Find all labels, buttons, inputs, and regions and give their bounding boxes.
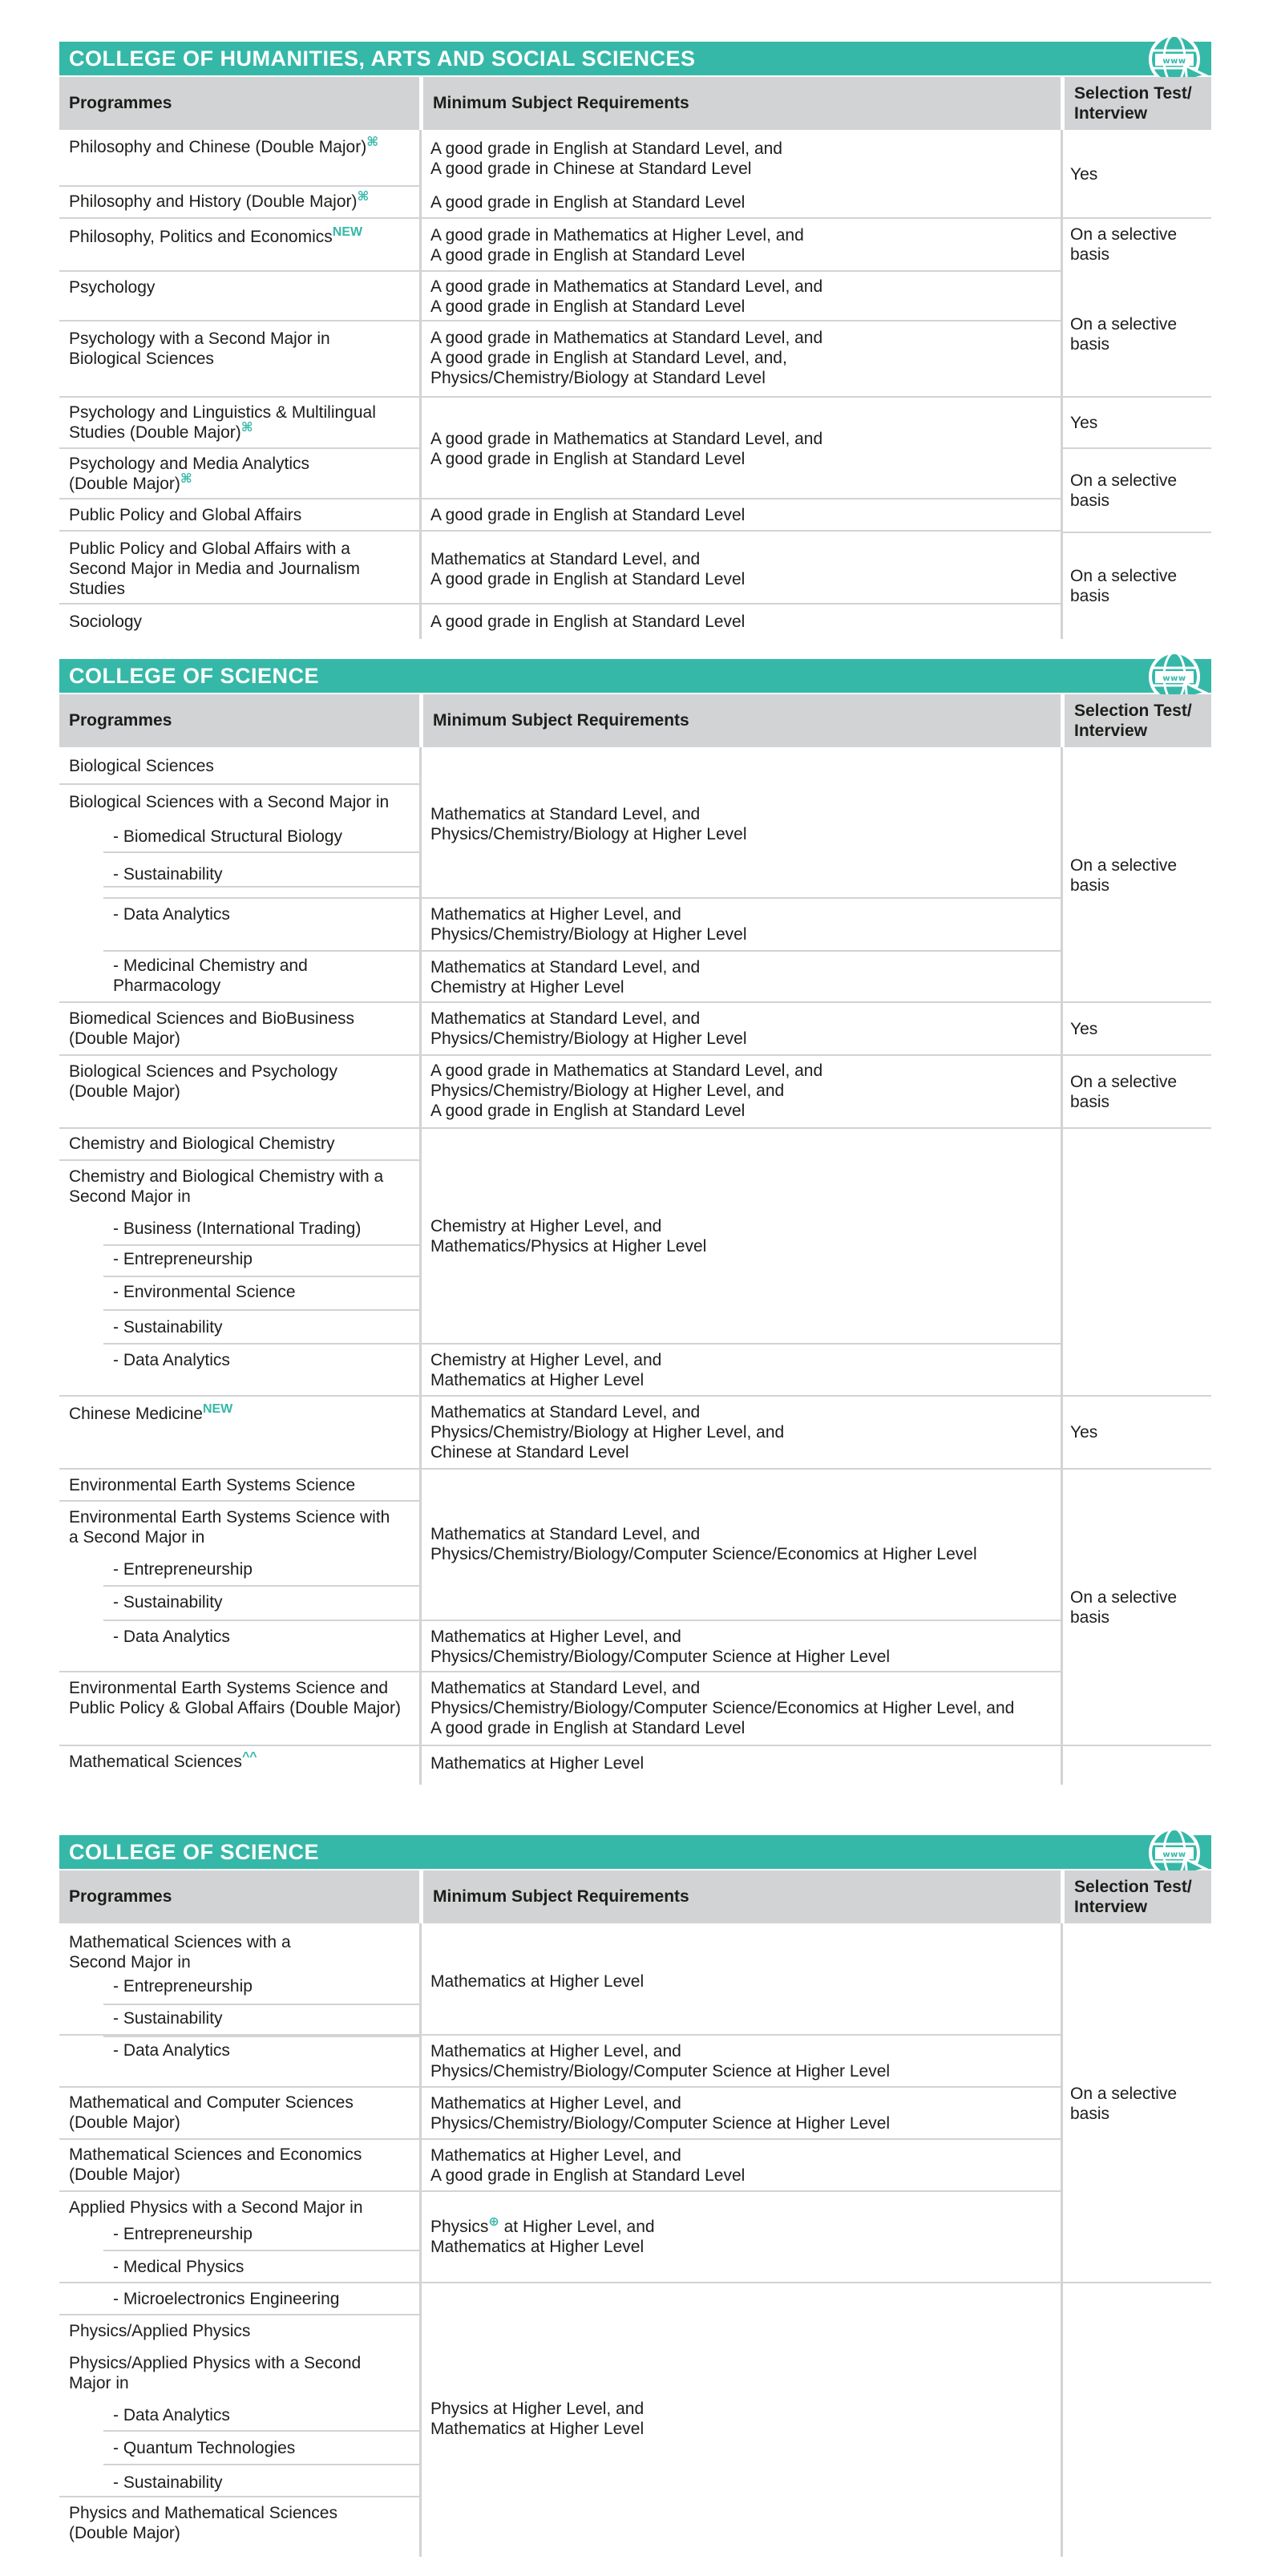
programme-sub-item: - Medical Physics bbox=[103, 2257, 421, 2277]
programme-row: Biological Sciences and Psychology (Double Major) bbox=[69, 1062, 338, 1101]
section-banner bbox=[59, 659, 1211, 693]
requirement-cell: Mathematics at Higher Level bbox=[430, 1972, 645, 1991]
requirement-cell: Mathematics at Standard Level, and Physics/Chemistry/Biology/Computer Science/Economics at Higher Level bbox=[430, 1525, 977, 1563]
selection-cell: On a selective basis bbox=[1070, 855, 1178, 895]
header-programmes: Programmes bbox=[59, 1870, 419, 1923]
requirement-cell: A good grade in Mathematics at Standard Level, and A good grade in English at Standard Level bbox=[430, 430, 823, 468]
header-programmes: Programmes bbox=[59, 694, 419, 747]
programme-row: Applied Physics with a Second Major in bbox=[69, 2198, 363, 2217]
section-banner bbox=[59, 1835, 1211, 1869]
programme-row: Chemistry and Biological Chemistry bbox=[69, 1134, 335, 1153]
programme-row: Psychology with a Second Major in Biological Sciences bbox=[69, 330, 330, 368]
section-title: COLLEGE OF SCIENCE bbox=[69, 1840, 320, 1864]
requirement-cell: A good grade in Mathematics at Standard Level, and A good grade in English at Standard Level, and, Physics/Chemistry/Biology at Standard Level bbox=[430, 329, 823, 387]
requirement-cell: A good grade in Mathematics at Standard Level, and Physics/Chemistry/Biology at Higher Level, and A good grade in English at Standard Level bbox=[430, 1062, 823, 1120]
programme-sub-item: - Data Analytics bbox=[103, 1350, 421, 1370]
requirement-cell: Mathematics at Standard Level, and Physics/Chemistry/Biology/Computer Science/Economics at Higher Level, and A good grade in English at Standard Level bbox=[430, 1679, 1015, 1737]
programme-row: Physics/Applied Physics bbox=[69, 2322, 251, 2340]
programme-row: Public Policy and Global Affairs with a Second Major in Media and Journalism Studies bbox=[69, 540, 361, 598]
programme-row: Public Policy and Global Affairs bbox=[69, 506, 302, 524]
programme-sub-item: - Entrepreneurship bbox=[103, 1976, 421, 1996]
header-selection: Selection Test/ Interview bbox=[1065, 694, 1211, 747]
selection-cell: Yes bbox=[1070, 1423, 1098, 1442]
programme-sub-item: - Entrepreneurship bbox=[103, 1249, 421, 1269]
header-programmes: Programmes bbox=[59, 77, 419, 130]
selection-cell: On a selective basis bbox=[1070, 567, 1178, 605]
programme-sub-item: - Sustainability bbox=[103, 2008, 421, 2028]
programme-sub-item: - Data Analytics bbox=[103, 1627, 421, 1647]
selection-cell: On a selective basis bbox=[1070, 471, 1178, 510]
svg-text:www: www bbox=[1162, 57, 1186, 66]
programme-sub-item: - Data Analytics bbox=[103, 2040, 421, 2060]
college-section-science bbox=[59, 659, 1211, 1785]
requirement-cell: A good grade in English at Standard Level, and A good grade in Chinese at Standard Level bbox=[430, 140, 782, 178]
requirement-cell: A good grade in English at Standard Level bbox=[430, 613, 746, 631]
programme-row: Physics and Mathematical Sciences (Double Major) bbox=[69, 2504, 337, 2542]
selection-cell: On a selective basis bbox=[1070, 225, 1178, 264]
programme-sub-item: - Medicinal Chemistry and Pharmacology bbox=[103, 956, 421, 996]
programme-sub-item: - Quantum Technologies bbox=[103, 2438, 421, 2458]
selection-cell: Yes bbox=[1070, 165, 1098, 184]
programme-row: Environmental Earth Systems Science with a Second Major in bbox=[69, 1508, 390, 1547]
requirement-cell: A good grade in Mathematics at Higher Level, and A good grade in English at Standard Level bbox=[430, 226, 804, 265]
selection-cell: On a selective basis bbox=[1070, 314, 1178, 354]
programme-sub-item: - Sustainability bbox=[103, 864, 421, 884]
programme-row: Physics/Applied Physics with a Second Major in bbox=[69, 2354, 362, 2392]
programme-row: Mathematical Sciences with a Second Major in bbox=[69, 1933, 291, 1971]
programme-row: Chinese Medicine$^{NEW}$ bbox=[69, 1402, 233, 1423]
programme-sub-item: - Data Analytics bbox=[103, 2405, 421, 2425]
requirement-cell: Mathematics at Higher Level bbox=[430, 1754, 645, 1773]
programme-row: Environmental Earth Systems Science bbox=[69, 1476, 356, 1494]
requirement-cell: Mathematics at Standard Level, and Physics/Chemistry/Biology at Higher Level, and Chinese at Standard Level bbox=[430, 1403, 785, 1462]
requirement-cell: Mathematics at Standard Level, and A good grade in English at Standard Level bbox=[430, 550, 746, 588]
programme-sub-item: - Entrepreneurship bbox=[103, 2224, 421, 2244]
programme-sub-item: - Environmental Science bbox=[103, 1282, 421, 1302]
programme-row: Mathematical Sciences^^ bbox=[69, 1750, 257, 1771]
programme-row: Psychology and Linguistics & Multilingual Studies (Double Major)⌘ bbox=[69, 403, 376, 442]
programme-row: Environmental Earth Systems Science and Public Policy & Global Affairs (Double Major) bbox=[69, 1679, 401, 1717]
requirement-cell: A good grade in English at Standard Level bbox=[430, 506, 746, 524]
requirement-cell: Mathematics at Standard Level, and Physics/Chemistry/Biology at Higher Level bbox=[430, 1009, 747, 1048]
programme-row: Chemistry and Biological Chemistry with a Second Major in bbox=[69, 1167, 384, 1206]
section-banner bbox=[59, 42, 1211, 75]
svg-text:www: www bbox=[1162, 674, 1186, 683]
header-requirements: Minimum Subject Requirements bbox=[423, 77, 1061, 130]
programme-row: Psychology and Media Analytics (Double Major)⌘ bbox=[69, 455, 309, 493]
requirement-cell: Mathematics at Higher Level, and A good grade in English at Standard Level bbox=[430, 2146, 746, 2185]
header-requirements: Minimum Subject Requirements bbox=[423, 1870, 1061, 1923]
header-requirements: Minimum Subject Requirements bbox=[423, 694, 1061, 747]
requirement-cell: Chemistry at Higher Level, and Mathematics/Physics at Higher Level bbox=[430, 1217, 707, 1256]
requirement-cell: A good grade in English at Standard Level bbox=[430, 193, 746, 212]
programme-sub-item: - Biomedical Structural Biology bbox=[103, 827, 421, 847]
programme-sub-item: - Data Analytics bbox=[103, 904, 421, 924]
college-section-science-continued bbox=[59, 1835, 1211, 2557]
header-selection: Selection Test/ Interview bbox=[1065, 1870, 1211, 1923]
programme-sub-item: - Microelectronics Engineering bbox=[103, 2289, 421, 2309]
programme-row: Biomedical Sciences and BioBusiness (Double Major) bbox=[69, 1009, 355, 1048]
requirement-cell: Mathematics at Higher Level, and Physics/Chemistry/Biology/Computer Science at Higher Level bbox=[430, 1628, 891, 1666]
programme-row: Biological Sciences with a Second Major in bbox=[69, 793, 390, 811]
programme-sub-item: - Sustainability bbox=[103, 2473, 421, 2493]
svg-text:www: www bbox=[1162, 1850, 1186, 1859]
section-title: COLLEGE OF SCIENCE bbox=[69, 664, 320, 688]
header-selection: Selection Test/ Interview bbox=[1065, 77, 1211, 130]
programme-sub-item: - Entrepreneurship bbox=[103, 1559, 421, 1579]
programme-row: Psychology bbox=[69, 278, 156, 297]
requirement-cell: Mathematics at Standard Level, and Physics/Chemistry/Biology at Higher Level bbox=[430, 805, 747, 843]
requirement-cell: Mathematics at Higher Level, and Physics/Chemistry/Biology/Computer Science at Higher Level bbox=[430, 2094, 891, 2133]
programme-row: Biological Sciences bbox=[69, 757, 214, 775]
selection-cell: On a selective basis bbox=[1070, 2084, 1178, 2123]
programme-row: Philosophy, Politics and Economics$^{NEW}$ bbox=[69, 225, 363, 246]
section-title: COLLEGE OF HUMANITIES, ARTS AND SOCIAL SCIENCES bbox=[69, 47, 696, 71]
requirement-cell: Mathematics at Higher Level, and Physics/Chemistry/Biology at Higher Level bbox=[430, 905, 747, 944]
requirement-cell: Physics⊕ at Higher Level, and Mathematics at Higher Level bbox=[430, 2215, 655, 2256]
selection-cell: Yes bbox=[1070, 1019, 1098, 1038]
requirement-cell: Mathematics at Standard Level, and Chemistry at Higher Level bbox=[430, 958, 701, 997]
requirement-cell: Mathematics at Higher Level, and Physics/Chemistry/Biology/Computer Science at Higher Level bbox=[430, 2042, 891, 2081]
requirement-cell: Chemistry at Higher Level, and Mathematics at Higher Level bbox=[430, 1351, 662, 1389]
programme-row: Philosophy and History (Double Major)⌘ bbox=[69, 190, 370, 211]
selection-cell: On a selective basis bbox=[1070, 1072, 1178, 1111]
programme-row: Philosophy and Chinese (Double Major)⌘ bbox=[69, 135, 379, 156]
programme-sub-item: - Sustainability bbox=[103, 1592, 421, 1612]
selection-cell: On a selective basis bbox=[1070, 1587, 1178, 1627]
requirement-cell: Physics at Higher Level, and Mathematics at Higher Level bbox=[430, 2400, 645, 2438]
programme-sub-item: - Sustainability bbox=[103, 1317, 421, 1337]
programme-sub-item: - Business (International Trading) bbox=[103, 1219, 421, 1239]
programme-row: Mathematical and Computer Sciences (Double Major) bbox=[69, 2093, 354, 2132]
college-section-humanities bbox=[59, 42, 1211, 639]
requirement-cell: A good grade in Mathematics at Standard Level, and A good grade in English at Standard Level bbox=[430, 277, 823, 316]
selection-cell: Yes bbox=[1070, 413, 1098, 432]
programme-row: Sociology bbox=[69, 613, 143, 631]
programme-row: Mathematical Sciences and Economics (Double Major) bbox=[69, 2145, 362, 2184]
